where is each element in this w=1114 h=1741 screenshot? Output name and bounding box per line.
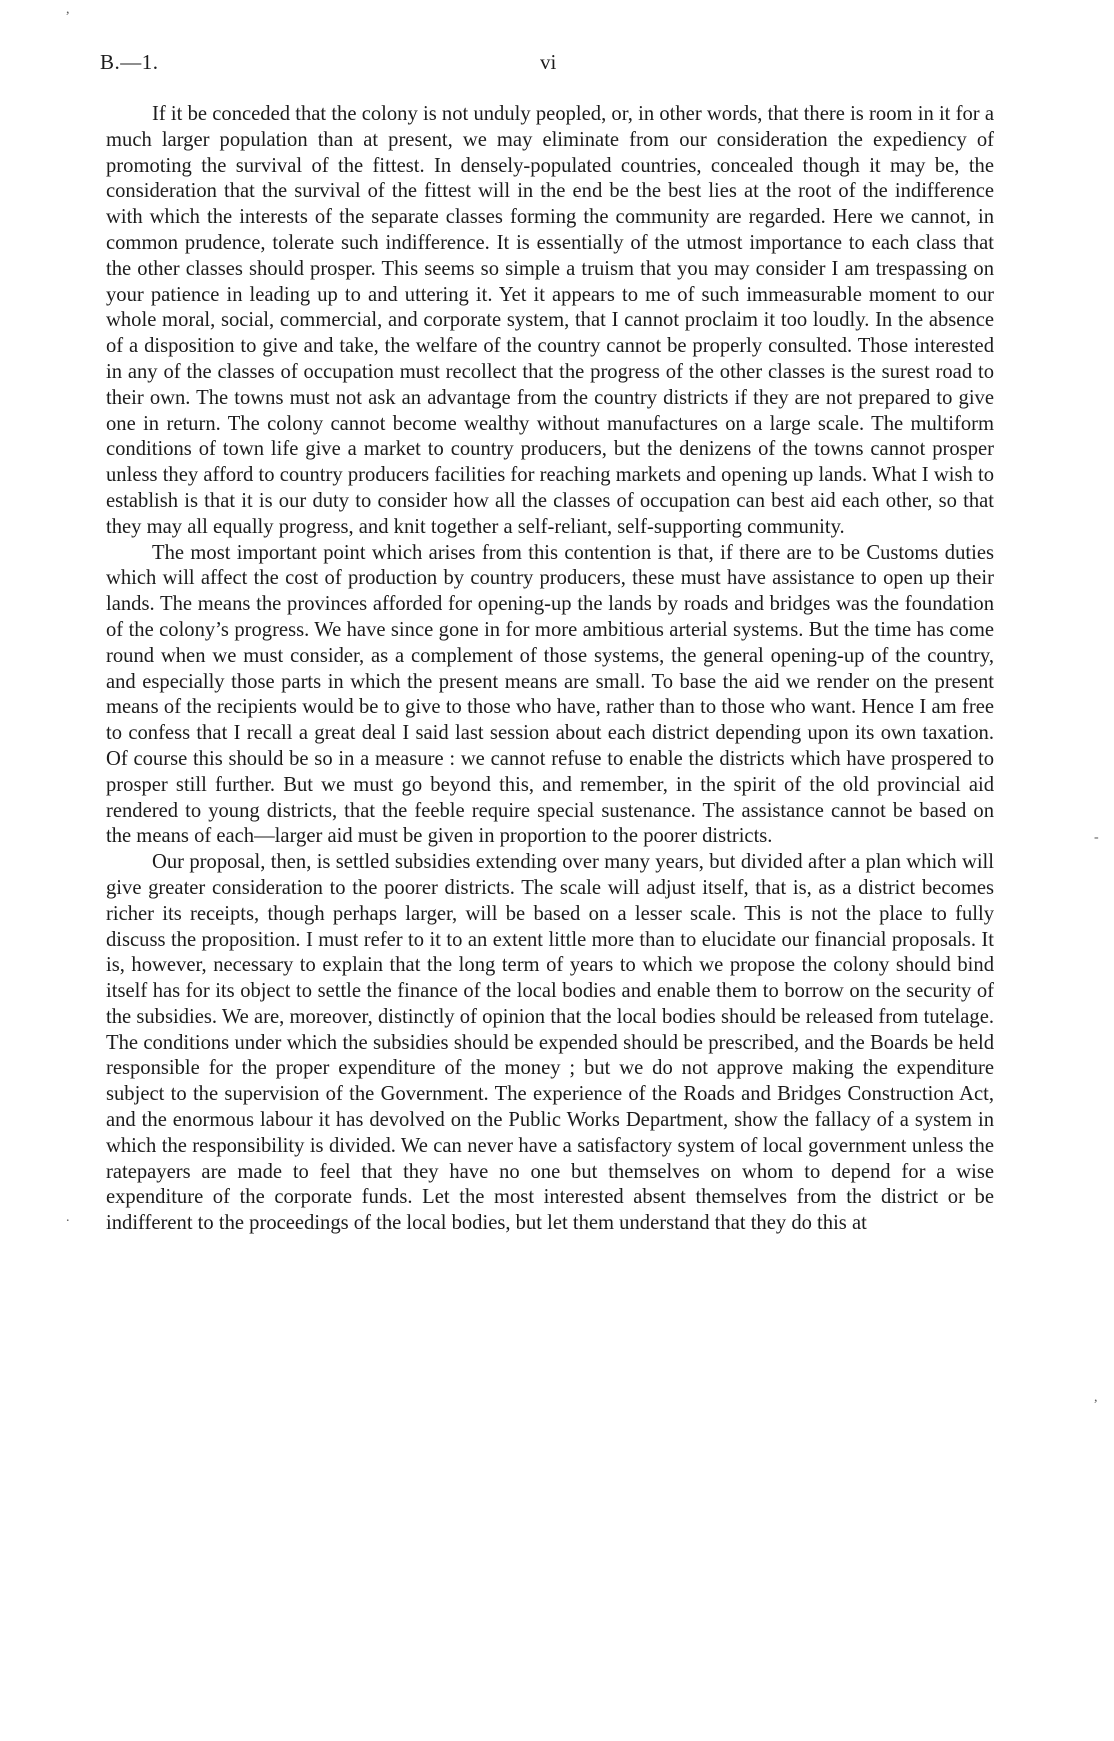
margin-speck: , xyxy=(1094,1390,1098,1405)
document-reference: B.—1. xyxy=(100,50,159,74)
body-text xyxy=(106,102,994,1237)
paragraph: If it be conceded that the colony is not unduly peopled, or, in other words, that there is room in it for a much larger population than at present, we may eliminate from our consideration the expediency of promoting the survival of the fittest. In densely-populated countries, concealed though it may be, the consideration that the survival of the fittest will in the end be the best lies at the root of the indifference with which the interests of the separate classes forming the community are regarded. Here we cannot, in common prudence, tolerate such indifference. It is essentially of the utmost importance to each class that the other classes should prosper. This seems so simple a truism that you may consider I am trespassing on your patience in leading up to and uttering it. Yet it appears to me of such immeasurable moment to our whole moral, social, commercial, and corporate system, that I cannot proclaim it too loudly. In the absence of a disposition to give and take, the welfare of the country cannot be properly consulted. Those interested in any of the classes of occupation must recollect that the progress of the other classes is the surest road to their own. The towns must not ask an advantage from the country districts if they are not prepared to give one in return. The colony cannot become wealthy without manufactures on a large scale. The multiform conditions of town life give a market to country producers, but the denizens of the towns cannot prosper unless they afford to country producers facilities for reaching markets and opening up lands. What I wish to establish is that it is our duty to consider how all the classes of occupation can best aid each other, so that they may all equally progress, and knit together a self-reliant, self-supporting community. xyxy=(106,103,994,538)
paragraph: Our proposal, then, is settled subsidies extending over many years, but divided after a plan which will give greater consideration to the poorer districts. The scale will adjust itself, that is, as a district becomes richer its receipts, though perhaps larger, will be based on a lesser scale. This is not the place to fully discuss the proposition. I must refer to it to an extent little more than to elucidate our financial proposals. It is, however, necessary to explain that the long term of years to which we propose the colony should bind itself has for its object to settle the finance of the local bodies and enable them to borrow on the security of the subsidies. We are, moreover, distinctly of opinion that the local bodies should be released from tutelage. The conditions under which the subsidies should be expended should be prescribed, and the Boards be held responsible for the proper expenditure of the money ; but we do not approve making the expenditure subject to the supervision of the Government. The experience of the Roads and Bridges Construction Act, and the enormous labour it has devolved on the Public Works Department, show the fallacy of a system in which the responsibility is divided. We can never have a satisfactory system of local government unless the ratepayers are made to feel that they have no one but themselves on whom to depend for a wise expenditure of the corporate funds. Let the most interested absent themselves from the district or be indifferent to the proceedings of the local bodies, but let them understand that they do this at xyxy=(106,851,994,1235)
margin-speck: - xyxy=(1094,830,1099,845)
page-header xyxy=(100,50,1000,80)
margin-speck: . xyxy=(66,1210,70,1225)
page-number: vi xyxy=(540,50,557,74)
margin-speck: , xyxy=(66,2,70,17)
paragraph: The most important point which arises from this contention is that, if there are to be Customs duties which will affect the cost of production by country producers, these must have assistance to open up their lands. The means the provinces afforded for opening-up the lands by roads and bridges was the foundation of the colony’s progress. We have since gone in for more ambitious arterial systems. But the time has come round when we must consider, as a complement of those systems, the general opening-up of the country, and especially those parts in which the present means are small. To base the aid we render on the present means of the recipients would be to give to those who have, rather than to those who want. Hence I am free to confess that I recall a great deal I said last session about each district depending upon its own taxation. Of course this should be so in a measure : we cannot refuse to enable the districts which have prospered to prosper still further. But we must go beyond this, and remember, in the spirit of the old provincial aid rendered to young districts, that the feeble require special sustenance. The assistance cannot be based on the means of each—larger aid must be given in proportion to the poorer districts. xyxy=(106,541,994,848)
